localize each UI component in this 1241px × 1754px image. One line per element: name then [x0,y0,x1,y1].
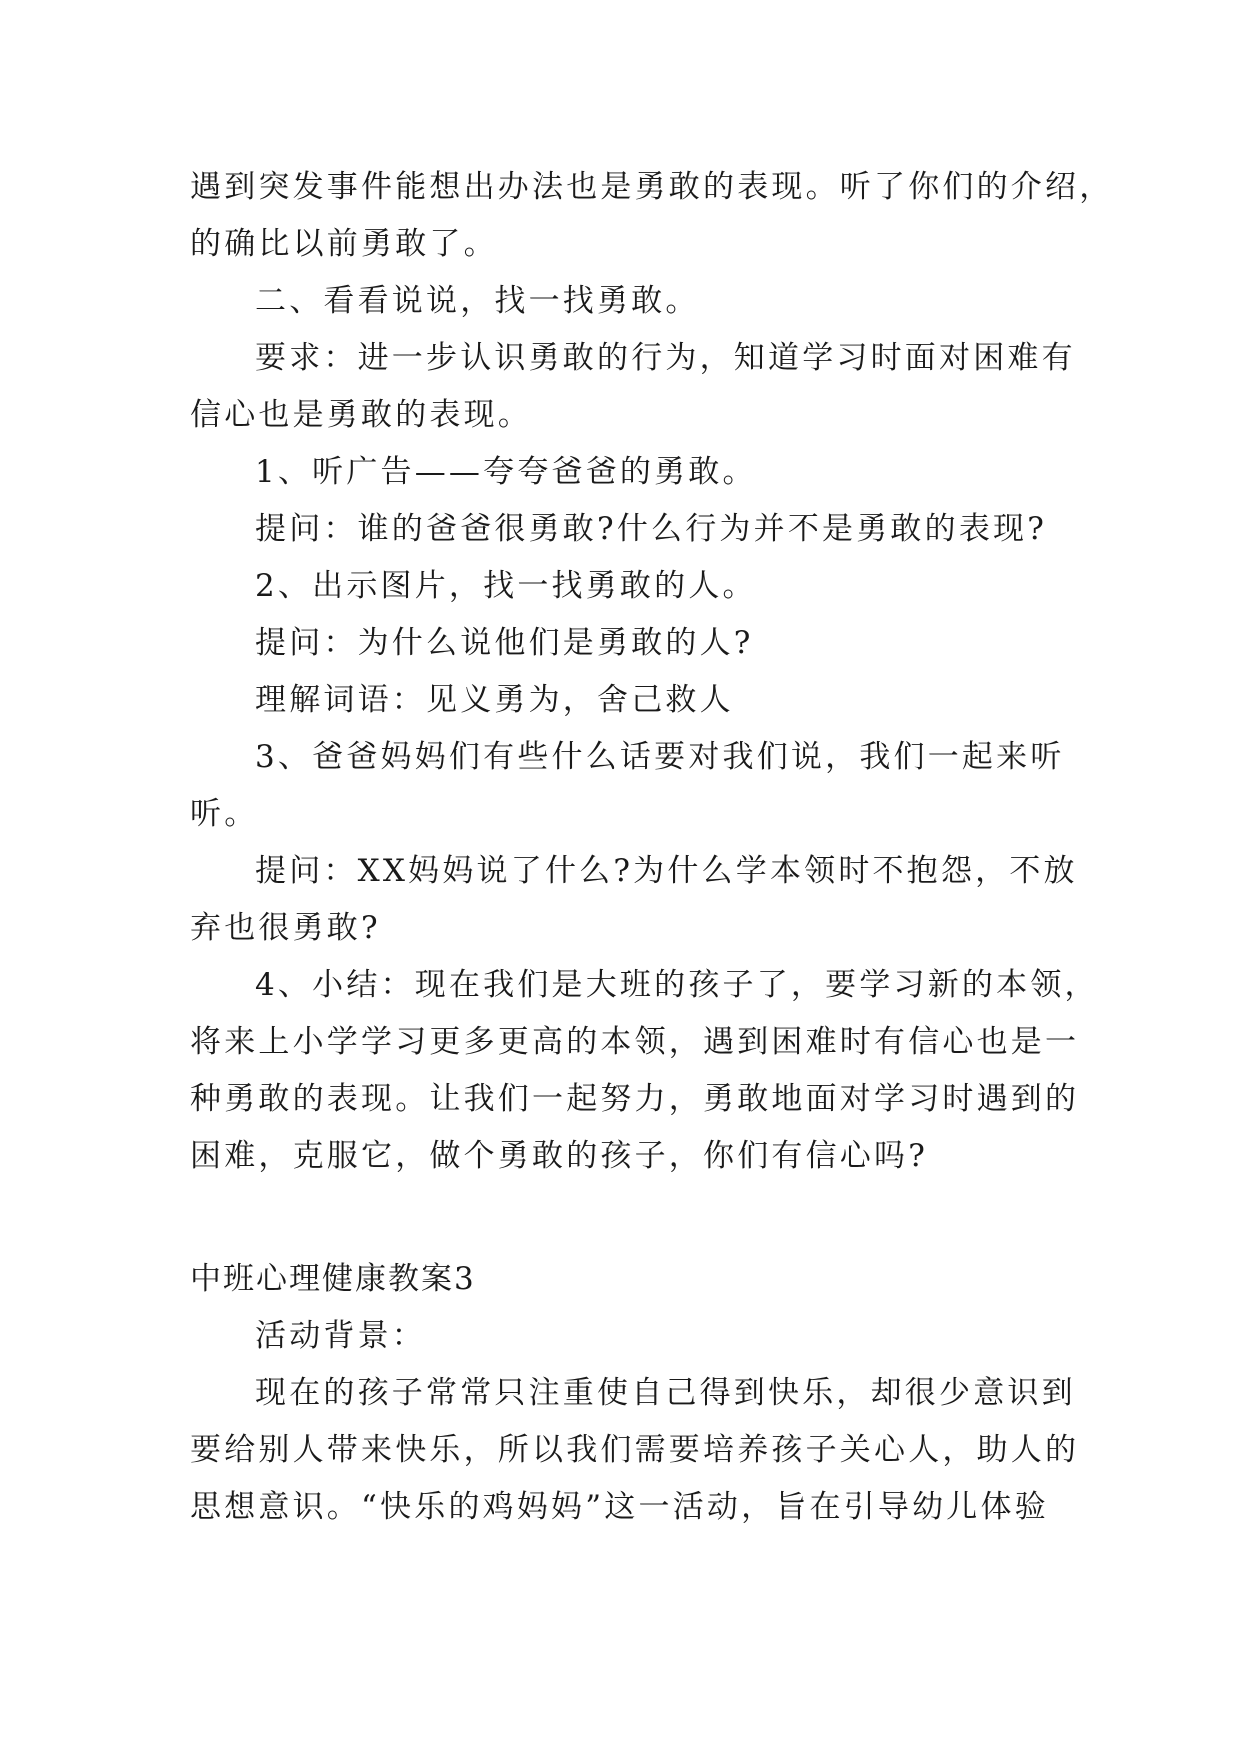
paragraph-line: 困难，克服它，做个勇敢的孩子，你们有信心吗? [190,1138,929,1174]
paragraph-line: 要给别人带来快乐，所以我们需要培养孩子关心人，助人的 [190,1432,1080,1468]
paragraph-line: 的确比以前勇敢了。 [190,226,498,262]
section-label: 活动背景： [255,1318,426,1354]
paragraph-line: 理解词语：见义勇为，舍己救人 [255,682,734,718]
paragraph-line: 提问：为什么说他们是勇敢的人? [255,625,754,661]
paragraph-line: 弃也很勇敢? [190,910,381,946]
paragraph-line: 要求：进一步认识勇敢的行为，知道学习时面对困难有 [255,340,1076,376]
list-item: 2、出示图片，找一找勇敢的人。 [255,568,757,604]
paragraph-line: 提问：XX妈妈说了什么?为什么学本领时不抱怨，不放 [255,853,1078,889]
paragraph-line: 现在的孩子常常只注重使自己得到快乐，却很少意识到 [255,1375,1076,1411]
paragraph-line: 听。 [190,796,259,832]
paragraph-line: 将来上小学学习更多更高的本领，遇到困难时有信心也是一 [190,1024,1080,1060]
document-heading: 中班心理健康教案3 [190,1261,476,1297]
paragraph-line: 提问：谁的爸爸很勇敢?什么行为并不是勇敢的表现? [255,511,1048,547]
list-item: 3、爸爸妈妈们有些什么话要对我们说，我们一起来听 [255,739,1065,775]
list-item: 4、小结：现在我们是大班的孩子了，要学习新的本领， [255,967,1099,1003]
paragraph-line: 种勇敢的表现。让我们一起努力，勇敢地面对学习时遇到的 [190,1081,1080,1117]
paragraph-line: 思想意识。“快乐的鸡妈妈”这一活动，旨在引导幼儿体验 [190,1489,1049,1525]
paragraph-line: 信心也是勇敢的表现。 [190,397,532,433]
section-heading: 二、看看说说，找一找勇敢。 [255,283,700,319]
paragraph-line: 遇到突发事件能想出办法也是勇敢的表现。听了你们的介绍， [190,169,1114,205]
list-item: 1、听广告——夸夸爸爸的勇敢。 [255,454,757,490]
